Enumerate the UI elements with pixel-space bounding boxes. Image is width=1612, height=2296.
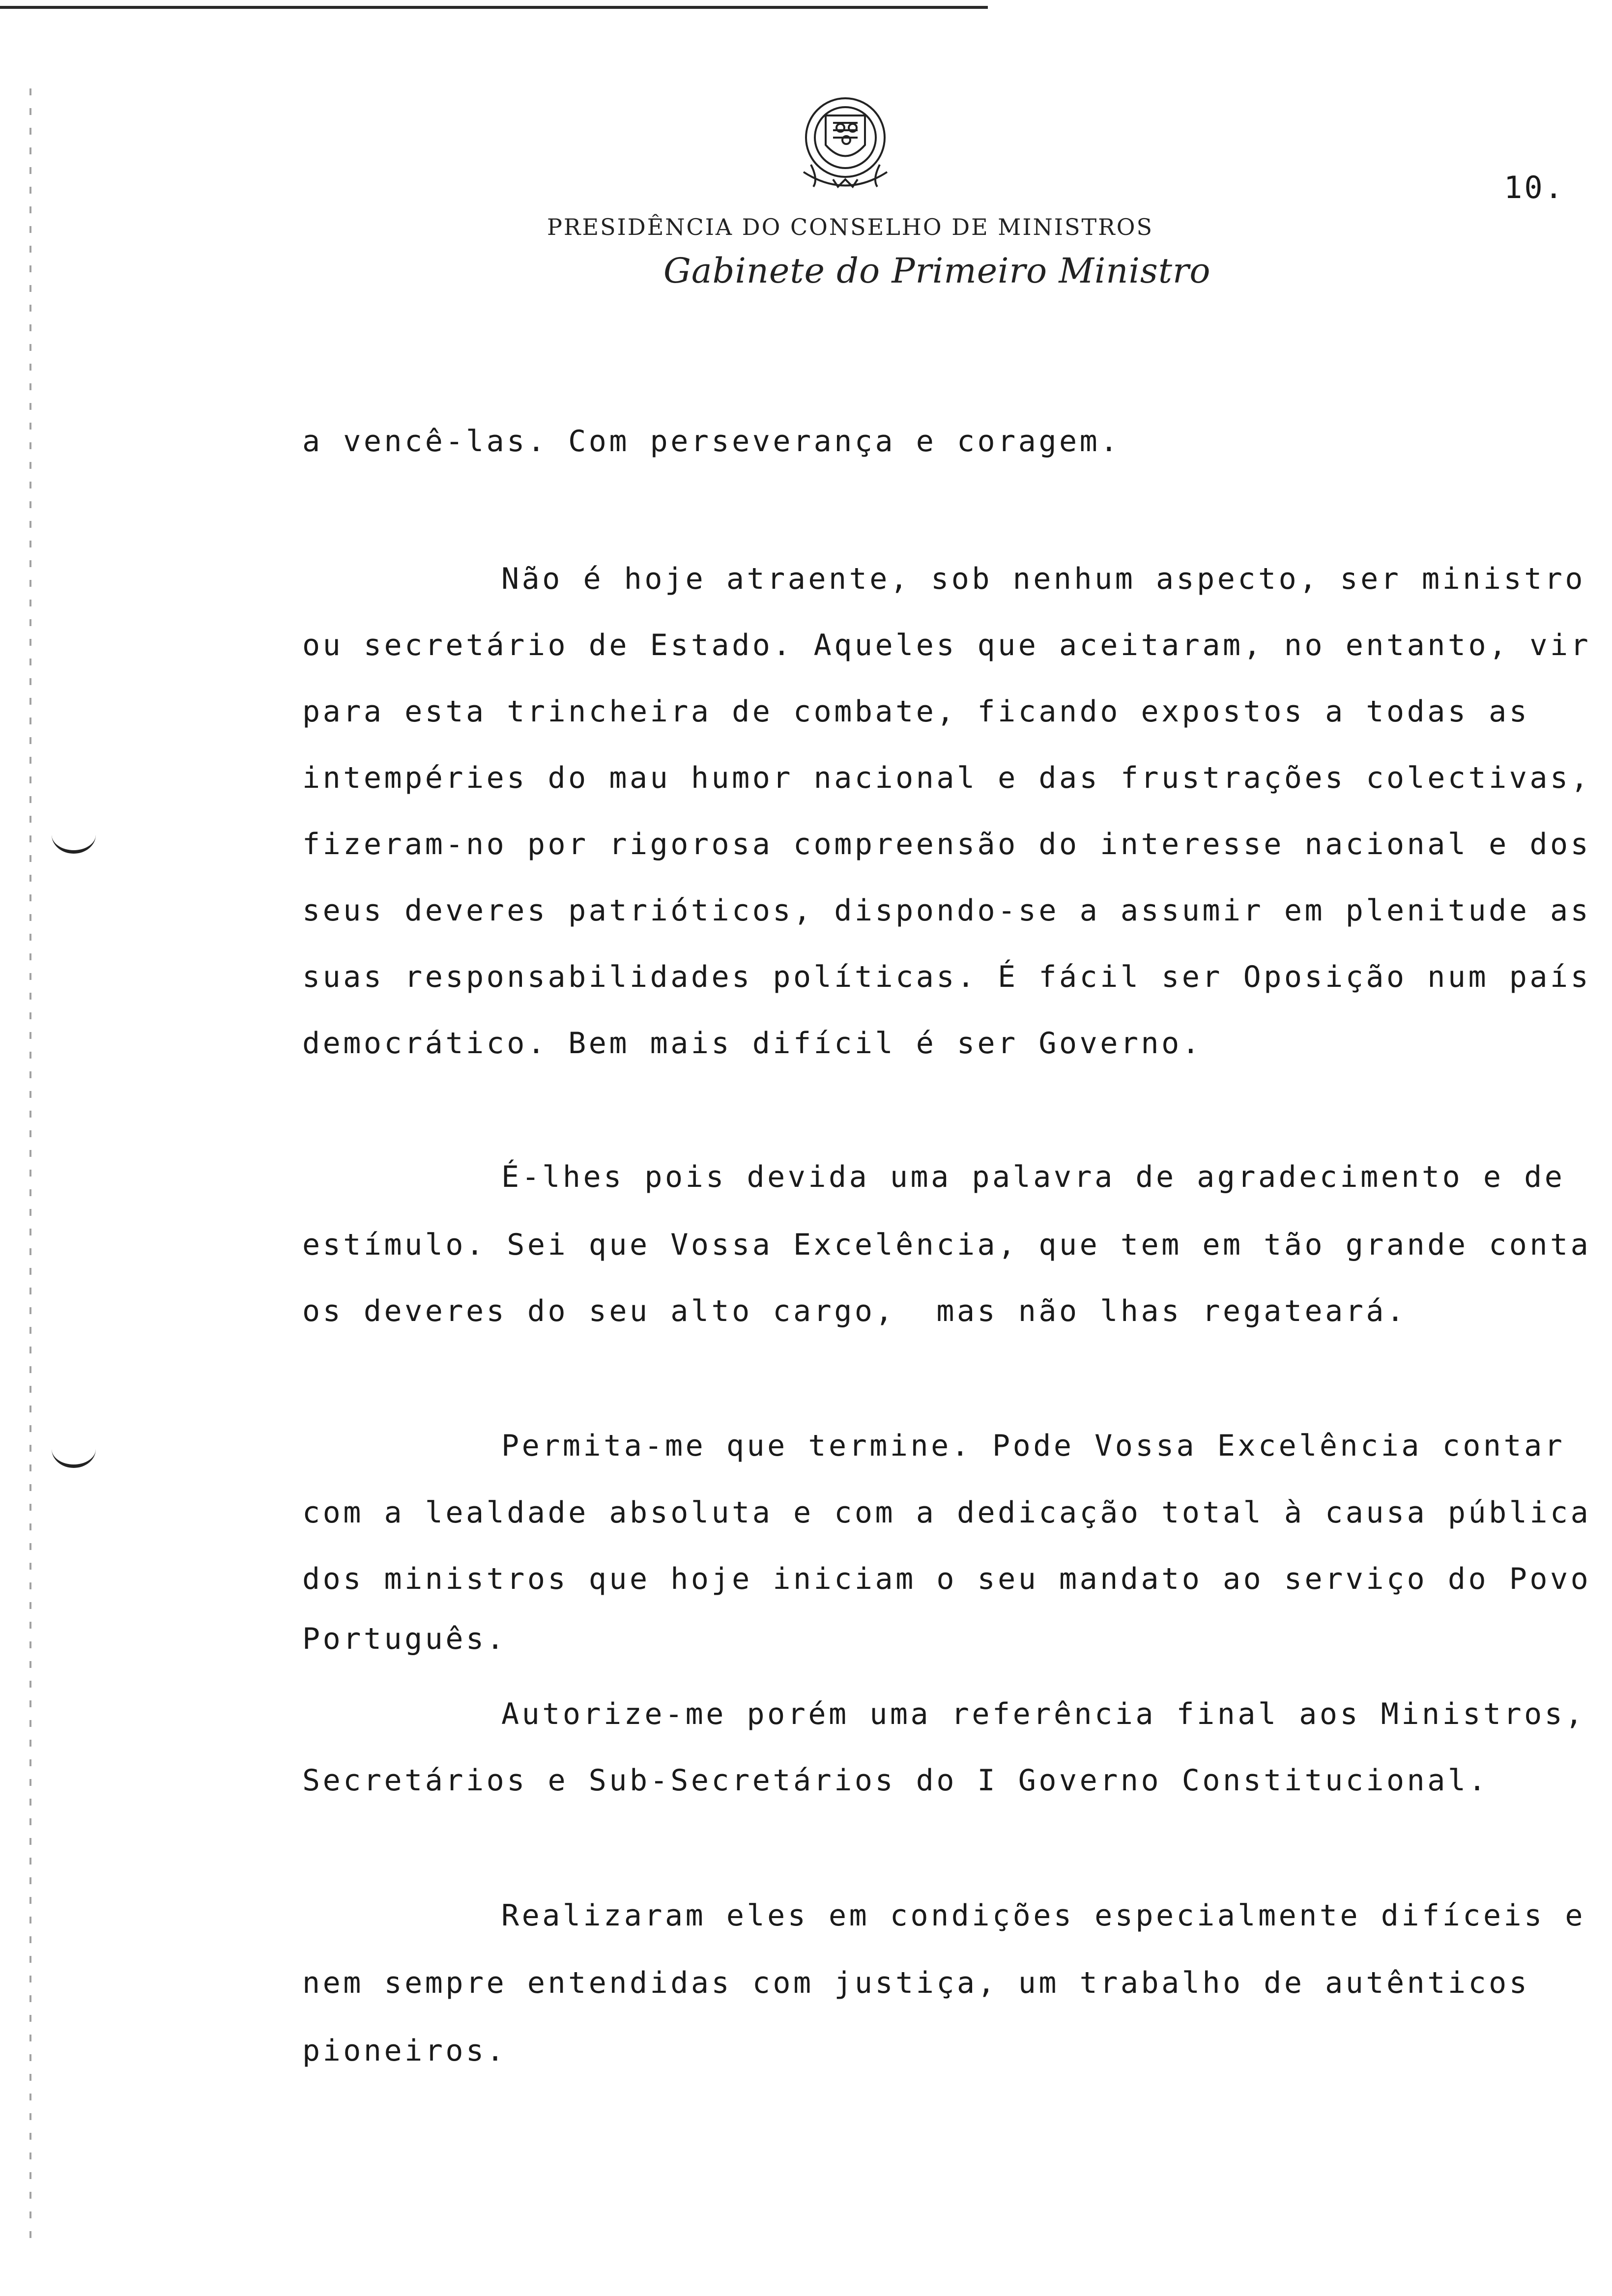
text-line: seus deveres patrióticos, dispondo-se a assumir em plenitude as: [302, 893, 1591, 928]
text-line: intempéries do mau humor nacional e das frustrações colectivas,: [302, 761, 1591, 795]
text-line: a vencê-las. Com perseverança e coragem.: [302, 424, 1121, 459]
text-line: os deveres do seu alto cargo, mas não lhas regateará.: [302, 1294, 1407, 1328]
text-line: estímulo. Sei que Vossa Excelência, que tem em tão grande conta: [302, 1228, 1591, 1262]
text-line: Não é hoje atraente, sob nenhum aspecto, ser ministro: [501, 562, 1586, 596]
organization-name: PRESIDÊNCIA DO CONSELHO DE MINISTROS: [547, 214, 1154, 240]
text-line: É-lhes pois devida uma palavra de agradecimento e de: [501, 1160, 1565, 1194]
text-line: Permita-me que termine. Pode Vossa Excelência contar: [501, 1429, 1565, 1463]
text-line: fizeram-no por rigorosa compreensão do interesse nacional e dos: [302, 827, 1591, 861]
coat-of-arms-seal-icon: [784, 81, 907, 204]
text-line: democrático. Bem mais difícil é ser Governo.: [302, 1026, 1203, 1061]
text-line: Autorize-me porém uma referência final aos Ministros,: [501, 1697, 1586, 1731]
page-number: 10.: [1504, 170, 1565, 205]
text-line: pioneiros.: [302, 2034, 507, 2068]
text-line: com a lealdade absoluta e com a dedicação total à causa pública: [302, 1495, 1591, 1530]
text-line: ou secretário de Estado. Aqueles que aceitaram, no entanto, vir: [302, 628, 1591, 662]
text-line: dos ministros que hoje iniciam o seu mandato ao serviço do Povo: [302, 1562, 1591, 1596]
text-line: Português.: [302, 1622, 507, 1656]
text-line: para esta trincheira de combate, ficando expostos a todas as: [302, 694, 1530, 729]
text-line: Realizaram eles em condições especialmente difíceis e: [501, 1898, 1586, 1933]
left-margin-edge: [29, 88, 31, 2251]
text-line: Secretários e Sub-Secretários do I Governo Constitucional.: [302, 1763, 1489, 1798]
punch-hole-mark: [52, 816, 96, 854]
office-signature-line: Gabinete do Primeiro Ministro: [663, 251, 1211, 291]
text-line: nem sempre entendidas com justiça, um trabalho de autênticos: [302, 1966, 1530, 2000]
top-border-line: [0, 6, 988, 9]
text-line: suas responsabilidades políticas. É fácil ser Oposição num país: [302, 960, 1591, 994]
punch-hole-mark: [52, 1430, 96, 1468]
